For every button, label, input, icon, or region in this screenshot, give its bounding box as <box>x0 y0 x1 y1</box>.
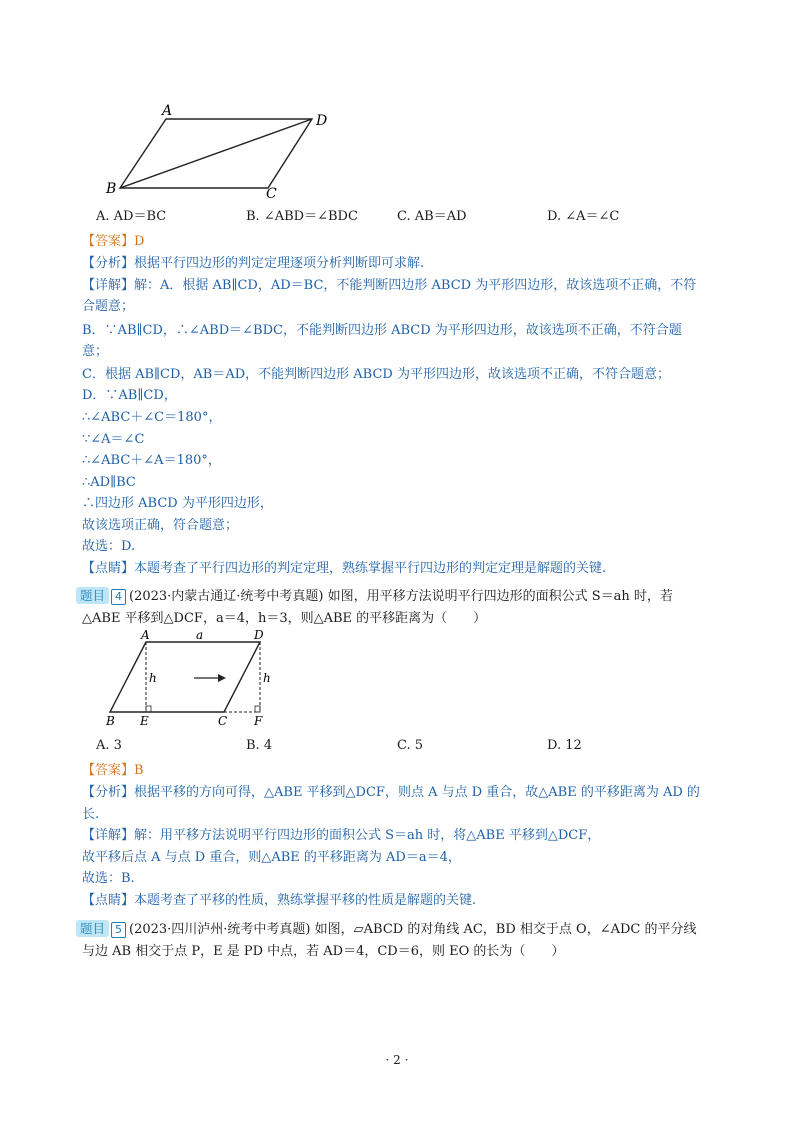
q3-detail-line: C．根据 AB∥CD，AB＝AD，不能判断四边形 ABCD 为平形四边形，故该选项不正确，不符合题意； <box>82 367 670 382</box>
q5-stem-line-2: 与边 AB 相交于点 P，E 是 PD 中点，若 AD＝4，CD＝6，则 EO 的长为（ ） <box>82 944 565 959</box>
q3-detail-line: 【详解】解：A．根据 AB∥CD，AD＝BC，不能判断四边形 ABCD 为平形四边形，故该选项不正确，不符 <box>82 278 697 293</box>
q3-detail-line: ∴∠ABC＋∠A＝180°， <box>82 453 221 468</box>
diagonal-bd <box>120 119 312 188</box>
label-point-d: D <box>254 628 264 642</box>
question-number: 5 <box>111 922 126 938</box>
q4-detail-line: 故选：B. <box>82 871 135 886</box>
option-c: C. AB＝AD <box>397 209 467 224</box>
q3-answer: 【答案】D <box>82 234 145 249</box>
q4-detail-line: 故平移后点 A 与点 D 重合，则△ABE 的平移距离为 AD＝a＝4， <box>82 850 461 865</box>
q3-detail-line: ∴∠ABC＋∠C＝180°， <box>82 410 222 425</box>
option-a: A. 3 <box>96 738 122 753</box>
q4-analysis-line-1: 【分析】根据平移的方向可得，△ABE 平移到△DCF，则点 A 与点 D 重合，故△ABE 的平移距离为 AD 的 <box>82 785 700 800</box>
label-point-e: E <box>140 714 149 728</box>
question-tag: 题目 <box>76 920 109 937</box>
q4-stem-line-2: △ABE 平移到△DCF，a＝4，h＝3，则△ABE 的平移距离为（ ） <box>82 611 487 626</box>
label-point-f: F <box>254 714 263 728</box>
q4-analysis-line-2: 长. <box>82 807 100 822</box>
label-point-b: B <box>106 181 117 197</box>
q3-analysis: 【分析】根据平行四边形的判定定理逐项分析判断即可求解. <box>82 256 425 271</box>
q4-stem-text: (2023·内蒙古通辽·统考中考真题) 如图，用平移方法说明平行四边形的面积公式 S＝ah 时，若 <box>129 589 673 604</box>
option-b: B. 4 <box>246 738 273 753</box>
right-angle-left <box>146 706 151 712</box>
q3-detail-line: ∴四边形 ABCD 为平形四边形， <box>82 496 273 511</box>
q3-detail-line: 故该选项正确，符合题意； <box>82 518 239 533</box>
option-d: D. ∠A＝∠C <box>547 209 620 224</box>
q3-comment: 【点睛】本题考查了平行四边形的判定定理，熟练掌握平行四边形的判定定理是解题的关键. <box>82 561 607 576</box>
q3-detail-line: 意； <box>82 344 109 359</box>
q5-stem-text: (2023·四川泸州·统考中考真题) 如图，▱ABCD 的对角线 AC，BD 相交于点 O，∠ADC 的平分线 <box>129 922 697 937</box>
parallelogram-shape <box>110 642 260 712</box>
label-height-right: h <box>263 671 271 685</box>
right-angle-right <box>255 706 260 712</box>
label-point-a: A <box>162 103 173 119</box>
page-number: · 2 · <box>385 1053 409 1067</box>
q5-stem-line-1 <box>76 920 696 940</box>
q3-detail-line: 故选：D. <box>82 539 136 554</box>
option-a: A. AD＝BC <box>96 209 167 224</box>
q3-detail-line: ∵∠A＝∠C <box>82 432 145 447</box>
label-point-c: C <box>266 186 277 200</box>
label-point-b: B <box>106 714 115 728</box>
q3-detail-line: 合题意； <box>82 299 135 314</box>
q4-detail-line: 【详解】解：用平移方法说明平行四边形的面积公式 S＝ah 时，将△ABE 平移到△DCF， <box>82 828 601 843</box>
label-height-left: h <box>149 671 157 685</box>
label-point-d: D <box>316 113 328 129</box>
option-d: D. 12 <box>547 738 582 753</box>
label-point-a: A <box>141 628 150 642</box>
question-number: 4 <box>111 589 126 605</box>
q3-detail-line: ∴AD∥BC <box>82 475 136 490</box>
option-c: C. 5 <box>397 738 424 753</box>
arrow-head <box>218 674 226 682</box>
figure-parallelogram-abcd <box>100 95 340 200</box>
q4-answer: 【答案】B <box>82 763 144 778</box>
label-point-c: C <box>218 714 228 728</box>
q3-detail-line: B．∵AB∥CD，∴∠ABD＝∠BDC，不能判断四边形 ABCD 为平形四边形，故该选项不正确，不符合题 <box>82 323 682 338</box>
option-b: B. ∠ABD＝∠BDC <box>246 209 358 224</box>
q3-detail-line: D．∵AB∥CD， <box>82 388 177 403</box>
label-length-a: a <box>196 628 204 642</box>
figure-translation <box>100 628 280 728</box>
question-tag: 题目 <box>76 587 109 604</box>
q4-comment: 【点睛】本题考查了平移的性质，熟练掌握平移的性质是解题的关键. <box>82 893 477 908</box>
q4-stem-line-1 <box>76 587 673 607</box>
